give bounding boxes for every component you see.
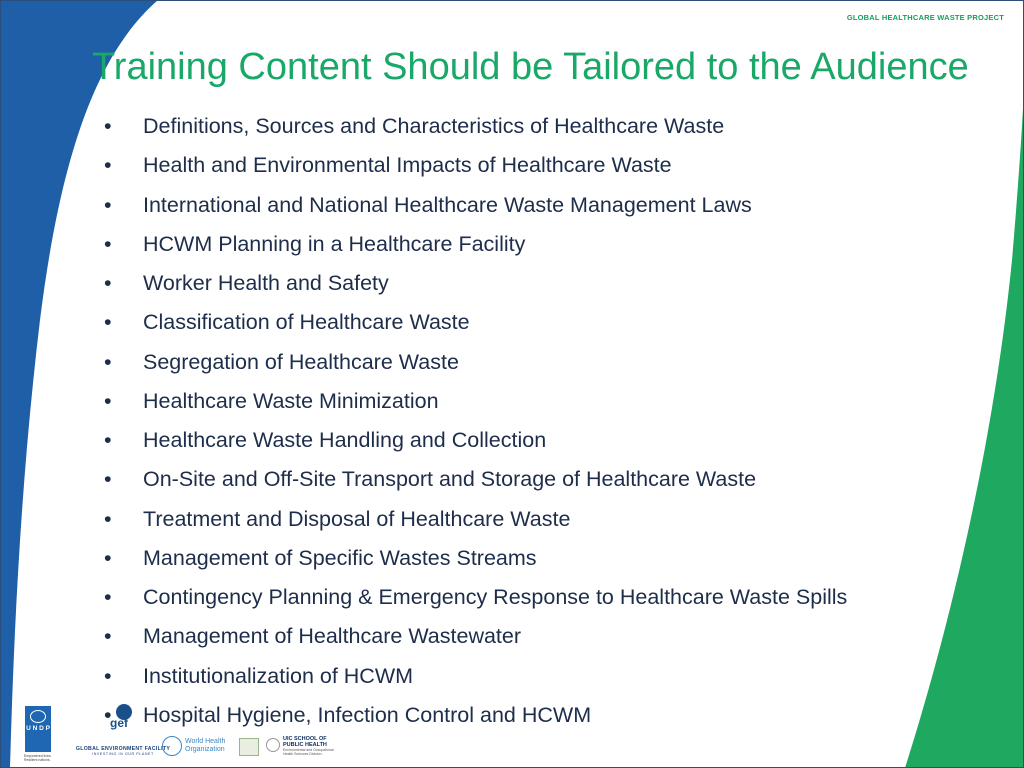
list-item [100, 382, 847, 421]
list-item-text: HCWM Planning in a Healthcare Facility [143, 231, 526, 256]
who-emblem-icon [162, 736, 182, 756]
uic-title [283, 736, 327, 748]
bullet-list [100, 107, 847, 735]
gef-tagline: INVESTING IN OUR PLANET [92, 752, 154, 756]
list-item-text: Contingency Planning & Emergency Response to Healthcare Waste Spills [143, 585, 848, 610]
list-item-text: Healthcare Waste Minimization [143, 388, 439, 413]
gef-globe-icon [106, 704, 140, 728]
bullet-dot: • [104, 663, 112, 688]
list-item [100, 617, 847, 656]
uic-subtitle: Environmental and Occupational Health Sciences Division [283, 748, 334, 756]
bullet-dot: • [104, 585, 112, 610]
bullet-dot: • [104, 624, 112, 649]
list-item-text: Hospital Hygiene, Infection Control and HCWM [143, 702, 592, 727]
list-item [100, 460, 847, 499]
slide-title: Training Content Should be Tailored to the Audience [92, 46, 969, 88]
bullet-dot: • [104, 545, 112, 570]
green-swoosh [905, 90, 1024, 768]
list-item [100, 500, 847, 539]
list-item-text: Classification of Healthcare Waste [143, 310, 470, 335]
list-item [100, 343, 847, 382]
list-item-text: On-Site and Off-Site Transport and Storage of Healthcare Waste [143, 467, 757, 492]
bullet-dot: • [104, 231, 112, 256]
project-label: GLOBAL HEALTHCARE WASTE PROJECT [846, 13, 1004, 22]
who-line-1: World Health [185, 738, 226, 745]
list-item-text: Institutionalization of HCWM [143, 663, 414, 688]
gef-name: GLOBAL ENVIRONMENT FACILITY [75, 746, 171, 752]
bullet-dot: • [104, 153, 112, 178]
uic-title-line-1: UIC SCHOOL OF [283, 736, 327, 742]
list-item [100, 225, 847, 264]
list-item [100, 657, 847, 696]
university-seal-icon [266, 738, 280, 752]
list-item [100, 186, 847, 225]
list-item [100, 107, 847, 146]
bullet-dot: • [104, 467, 112, 492]
who-line-2: Organization [185, 746, 225, 753]
list-item-text: Treatment and Disposal of Healthcare Waste [143, 506, 571, 531]
bullet-dot: • [104, 388, 112, 413]
gef-mark-text: gef [110, 716, 128, 730]
list-item [100, 146, 847, 185]
bullet-dot: • [104, 349, 112, 374]
partner-logo-icon [239, 738, 259, 756]
uic-title-line-2: PUBLIC HEALTH [283, 742, 327, 748]
bullet-dot: • [104, 114, 112, 139]
list-item-text: Definitions, Sources and Characteristics of Healthcare Waste [143, 114, 725, 139]
undp-letters: U N D P [26, 725, 50, 732]
un-emblem-icon [30, 710, 46, 723]
bullet-dot: • [104, 506, 112, 531]
bullet-dot: • [104, 702, 112, 727]
list-item [100, 539, 847, 578]
who-logo [162, 734, 232, 758]
uic-logo [266, 736, 336, 758]
bullet-dot: • [104, 192, 112, 217]
undp-logo [25, 706, 51, 752]
undp-tagline: Empowered lives. Resilient nations. [24, 754, 52, 762]
list-item [100, 578, 847, 617]
who-name [185, 738, 225, 754]
list-item-text: Health and Environmental Impacts of Healthcare Waste [143, 153, 672, 178]
list-item-text: Healthcare Waste Handling and Collection [143, 428, 547, 453]
list-item-text: Worker Health and Safety [143, 271, 389, 296]
bullet-dot: • [104, 428, 112, 453]
list-item-text: Segregation of Healthcare Waste [143, 349, 459, 374]
bullet-dot: • [104, 310, 112, 335]
partner-logos [22, 704, 342, 764]
list-item [100, 421, 847, 460]
list-item-text: Management of Healthcare Wastewater [143, 624, 522, 649]
list-item [100, 303, 847, 342]
list-item-text: Management of Specific Wastes Streams [143, 545, 537, 570]
bullet-dot: • [104, 271, 112, 296]
list-item-text: International and National Healthcare Waste Management Laws [143, 192, 752, 217]
list-item [100, 264, 847, 303]
